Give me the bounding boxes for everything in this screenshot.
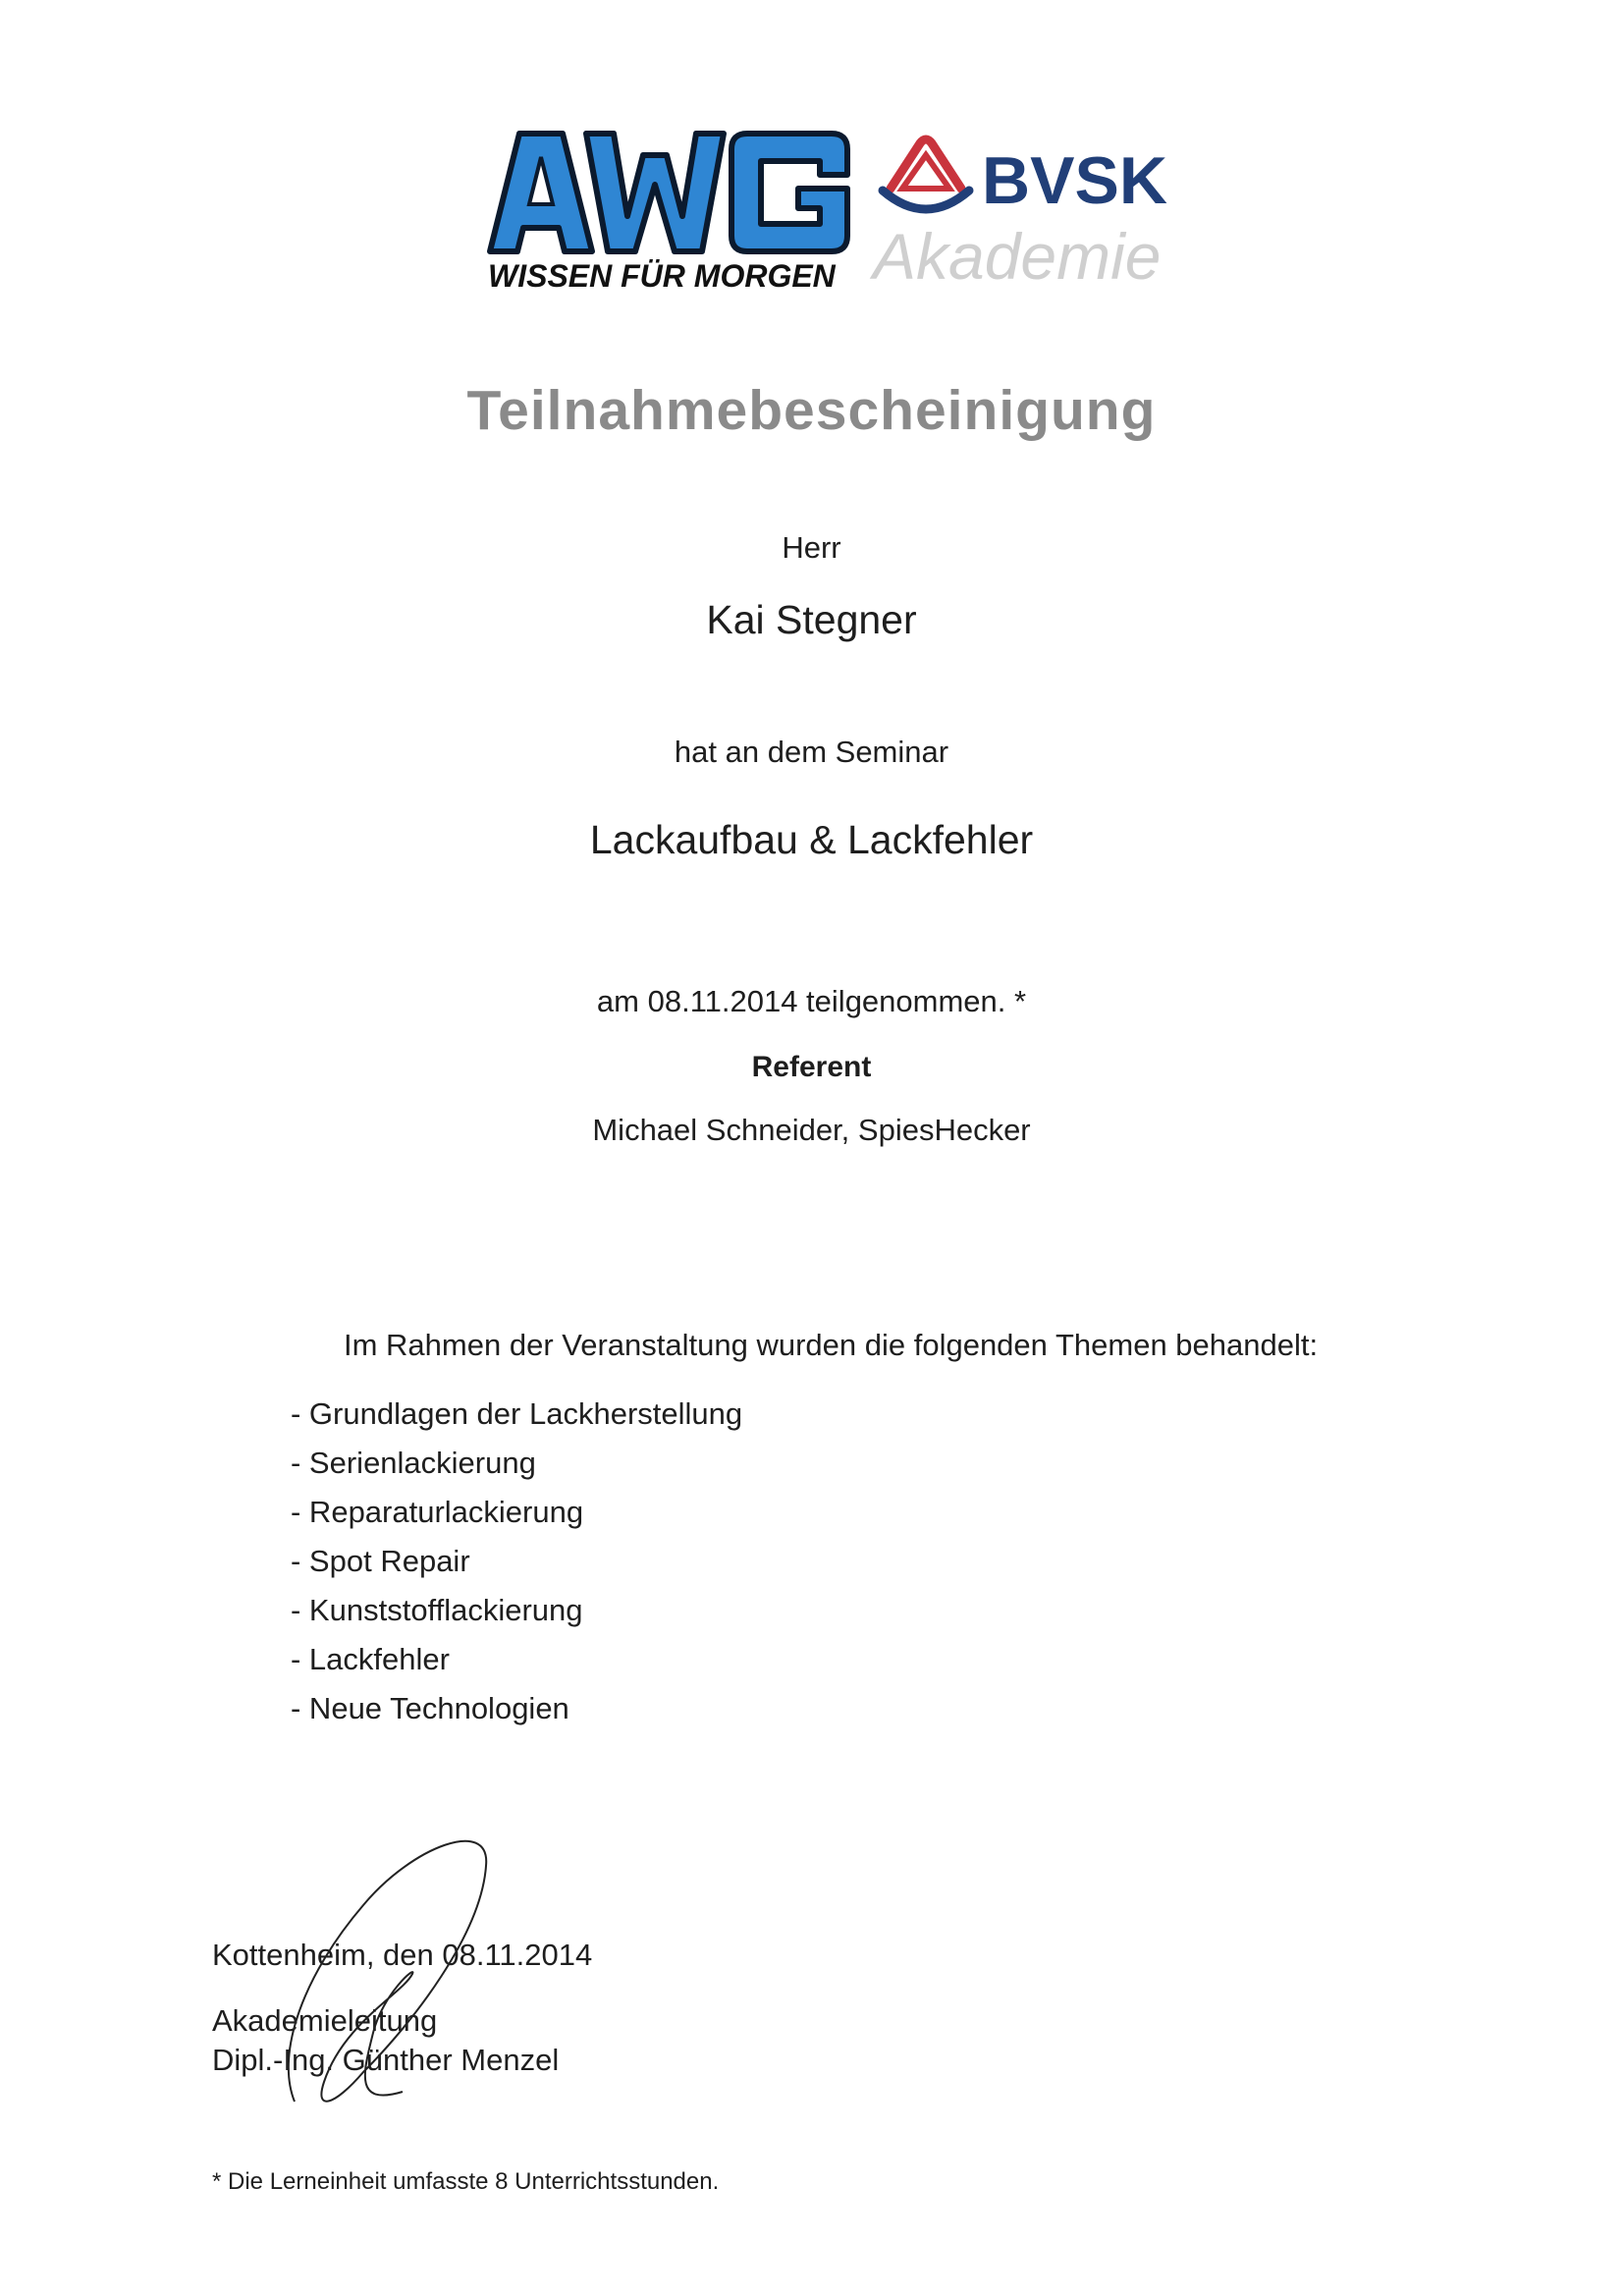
awg-tagline: WISSEN FÜR MORGEN: [488, 258, 836, 294]
list-item: - Kunststofflackierung: [291, 1593, 583, 1627]
participation-date: am 08.11.2014 teilgenommen. *: [596, 984, 1027, 1018]
footnote: * Die Lerneinheit umfasste 8 Unterrichtsstunden.: [212, 2168, 720, 2195]
salutation: Herr: [782, 530, 841, 565]
signer-role: Akademieleitung: [212, 2003, 438, 2038]
list-item: - Grundlagen der Lackherstellung: [291, 1396, 743, 1431]
awg-logo: [486, 130, 859, 295]
list-item: - Serienlackierung: [291, 1446, 536, 1480]
topics-intro: Im Rahmen der Veranstaltung wurden die folgenden Themen behandelt:: [344, 1328, 1319, 1362]
signer-name: Dipl.-Ing. Günther Menzel: [212, 2043, 560, 2077]
participant-name: Kai Stegner: [706, 597, 917, 642]
seminar-intro: hat an dem Seminar: [674, 735, 949, 769]
seminar-title: Lackaufbau & Lackfehler: [589, 817, 1034, 862]
list-item: - Lackfehler: [291, 1642, 450, 1676]
list-item: - Neue Technologien: [291, 1691, 569, 1725]
bvsk-akademie-logo: [869, 130, 1173, 297]
bvsk-triangle-icon: [883, 139, 969, 209]
topics-list: [291, 1394, 742, 1738]
place-date: Kottenheim, den 08.11.2014: [212, 1938, 593, 1972]
bvsk-name: BVSK: [982, 143, 1167, 218]
list-item: - Reparaturlackierung: [291, 1495, 584, 1529]
speaker-name: Michael Schneider, SpiesHecker: [592, 1113, 1031, 1147]
akademie-label: Akademie: [873, 220, 1162, 293]
handwritten-signature: [265, 1827, 501, 2121]
list-item: - Spot Repair: [291, 1544, 470, 1578]
speaker-label: Referent: [751, 1051, 872, 1083]
document-title: Teilnahmebescheinigung: [466, 379, 1157, 442]
